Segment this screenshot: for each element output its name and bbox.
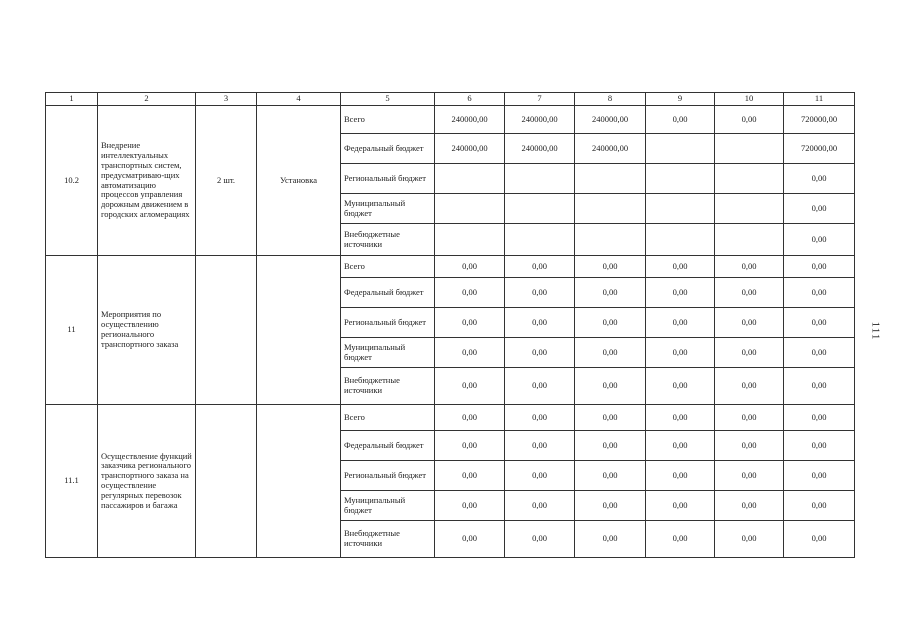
funding-source: Региональный бюджет bbox=[341, 308, 435, 338]
amount-cell: 0,00 bbox=[715, 278, 784, 308]
amount-cell: 0,00 bbox=[435, 461, 505, 491]
amount-cell: 0,00 bbox=[575, 431, 646, 461]
amount-cell: 0,00 bbox=[784, 338, 855, 368]
amount-cell bbox=[715, 194, 784, 224]
amount-cell: 0,00 bbox=[575, 491, 646, 521]
table-row bbox=[46, 256, 855, 278]
amount-cell: 0,00 bbox=[646, 256, 715, 278]
amount-cell: 240000,00 bbox=[505, 106, 575, 134]
column-header-5: 5 bbox=[341, 93, 435, 106]
funding-source: Федеральный бюджет bbox=[341, 134, 435, 164]
item-number: 10.2 bbox=[46, 106, 98, 256]
amount-cell bbox=[646, 224, 715, 256]
amount-cell: 0,00 bbox=[575, 338, 646, 368]
funding-source: Муниципальный бюджет bbox=[341, 194, 435, 224]
item-indicator bbox=[257, 256, 341, 405]
amount-cell: 0,00 bbox=[435, 278, 505, 308]
amount-cell: 0,00 bbox=[435, 308, 505, 338]
item-name: Мероприятия по осуществлению регионального транспортного заказа bbox=[98, 256, 196, 405]
amount-cell bbox=[505, 164, 575, 194]
amount-cell: 0,00 bbox=[715, 521, 784, 558]
amount-cell: 0,00 bbox=[784, 521, 855, 558]
column-header-8: 8 bbox=[575, 93, 646, 106]
funding-source: Региональный бюджет bbox=[341, 461, 435, 491]
amount-cell: 0,00 bbox=[715, 338, 784, 368]
table-row bbox=[46, 106, 855, 134]
amount-cell bbox=[715, 224, 784, 256]
item-name: Внедрение интеллектуальных транспортных систем, предусматриваю-щих автоматизацию процессов управления дорожным движением в городских агломерациях bbox=[98, 106, 196, 256]
amount-cell: 0,00 bbox=[715, 405, 784, 431]
column-header-6: 6 bbox=[435, 93, 505, 106]
amount-cell: 0,00 bbox=[715, 308, 784, 338]
column-header-11: 11 bbox=[784, 93, 855, 106]
amount-cell: 0,00 bbox=[646, 461, 715, 491]
amount-cell: 0,00 bbox=[435, 521, 505, 558]
amount-cell: 0,00 bbox=[575, 256, 646, 278]
amount-cell: 0,00 bbox=[575, 278, 646, 308]
amount-cell: 240000,00 bbox=[435, 134, 505, 164]
item-indicator: Установка bbox=[257, 106, 341, 256]
amount-cell: 0,00 bbox=[715, 431, 784, 461]
item-number: 11 bbox=[46, 256, 98, 405]
funding-source: Муниципальный бюджет bbox=[341, 338, 435, 368]
amount-cell: 0,00 bbox=[505, 405, 575, 431]
amount-cell bbox=[435, 194, 505, 224]
amount-cell: 0,00 bbox=[575, 368, 646, 405]
amount-cell: 0,00 bbox=[575, 521, 646, 558]
item-indicator bbox=[257, 405, 341, 558]
amount-cell: 0,00 bbox=[435, 491, 505, 521]
amount-cell: 0,00 bbox=[646, 308, 715, 338]
funding-source: Региональный бюджет bbox=[341, 164, 435, 194]
amount-cell: 0,00 bbox=[784, 224, 855, 256]
amount-cell: 0,00 bbox=[505, 338, 575, 368]
page-number: 111 bbox=[869, 321, 882, 341]
funding-source: Внебюджетные источники bbox=[341, 224, 435, 256]
amount-cell: 0,00 bbox=[575, 308, 646, 338]
amount-cell: 0,00 bbox=[784, 194, 855, 224]
amount-cell: 0,00 bbox=[784, 308, 855, 338]
amount-cell: 0,00 bbox=[505, 491, 575, 521]
amount-cell: 240000,00 bbox=[435, 106, 505, 134]
amount-cell: 0,00 bbox=[435, 256, 505, 278]
amount-cell: 0,00 bbox=[646, 521, 715, 558]
amount-cell: 0,00 bbox=[784, 431, 855, 461]
amount-cell bbox=[646, 164, 715, 194]
column-header-7: 7 bbox=[505, 93, 575, 106]
amount-cell: 0,00 bbox=[435, 405, 505, 431]
amount-cell: 0,00 bbox=[784, 405, 855, 431]
amount-cell bbox=[646, 194, 715, 224]
budget-table bbox=[45, 92, 855, 558]
table-row bbox=[46, 405, 855, 431]
item-name: Осуществление функций заказчика регионального транспортного заказа на осуществление регулярных перевозок пассажиров и багажа bbox=[98, 405, 196, 558]
amount-cell: 0,00 bbox=[646, 491, 715, 521]
amount-cell: 0,00 bbox=[646, 278, 715, 308]
amount-cell: 0,00 bbox=[505, 368, 575, 405]
amount-cell: 0,00 bbox=[784, 278, 855, 308]
amount-cell bbox=[575, 194, 646, 224]
amount-cell: 0,00 bbox=[784, 461, 855, 491]
amount-cell: 0,00 bbox=[505, 256, 575, 278]
amount-cell: 240000,00 bbox=[575, 106, 646, 134]
amount-cell bbox=[435, 224, 505, 256]
amount-cell bbox=[435, 164, 505, 194]
amount-cell: 0,00 bbox=[505, 461, 575, 491]
column-header-10: 10 bbox=[715, 93, 784, 106]
amount-cell: 0,00 bbox=[715, 368, 784, 405]
amount-cell: 0,00 bbox=[646, 405, 715, 431]
item-number: 11.1 bbox=[46, 405, 98, 558]
amount-cell: 0,00 bbox=[575, 405, 646, 431]
amount-cell: 0,00 bbox=[435, 368, 505, 405]
amount-cell: 0,00 bbox=[505, 431, 575, 461]
funding-source: Внебюджетные источники bbox=[341, 521, 435, 558]
column-header-4: 4 bbox=[257, 93, 341, 106]
amount-cell: 0,00 bbox=[784, 256, 855, 278]
amount-cell: 0,00 bbox=[784, 368, 855, 405]
amount-cell: 0,00 bbox=[646, 431, 715, 461]
amount-cell bbox=[715, 134, 784, 164]
amount-cell: 240000,00 bbox=[505, 134, 575, 164]
column-header-3: 3 bbox=[196, 93, 257, 106]
amount-cell: 0,00 bbox=[715, 491, 784, 521]
amount-cell: 0,00 bbox=[784, 491, 855, 521]
amount-cell: 0,00 bbox=[715, 461, 784, 491]
amount-cell: 0,00 bbox=[784, 164, 855, 194]
amount-cell bbox=[505, 194, 575, 224]
item-unit bbox=[196, 256, 257, 405]
amount-cell: 0,00 bbox=[715, 256, 784, 278]
item-unit: 2 шт. bbox=[196, 106, 257, 256]
funding-source: Федеральный бюджет bbox=[341, 431, 435, 461]
funding-source: Всего bbox=[341, 106, 435, 134]
amount-cell bbox=[646, 134, 715, 164]
amount-cell: 720000,00 bbox=[784, 106, 855, 134]
amount-cell: 0,00 bbox=[505, 308, 575, 338]
amount-cell: 0,00 bbox=[646, 106, 715, 134]
amount-cell bbox=[575, 224, 646, 256]
amount-cell: 0,00 bbox=[435, 431, 505, 461]
funding-source: Федеральный бюджет bbox=[341, 278, 435, 308]
funding-source: Внебюджетные источники bbox=[341, 368, 435, 405]
column-header-2: 2 bbox=[98, 93, 196, 106]
amount-cell: 0,00 bbox=[646, 368, 715, 405]
amount-cell: 0,00 bbox=[505, 521, 575, 558]
column-header-row bbox=[46, 93, 855, 106]
amount-cell: 0,00 bbox=[715, 106, 784, 134]
amount-cell: 0,00 bbox=[435, 338, 505, 368]
amount-cell bbox=[575, 164, 646, 194]
amount-cell bbox=[715, 164, 784, 194]
item-unit bbox=[196, 405, 257, 558]
funding-source: Всего bbox=[341, 256, 435, 278]
amount-cell: 240000,00 bbox=[575, 134, 646, 164]
amount-cell bbox=[505, 224, 575, 256]
amount-cell: 720000,00 bbox=[784, 134, 855, 164]
column-header-1: 1 bbox=[46, 93, 98, 106]
amount-cell: 0,00 bbox=[575, 461, 646, 491]
funding-source: Муниципальный бюджет bbox=[341, 491, 435, 521]
funding-source: Всего bbox=[341, 405, 435, 431]
amount-cell: 0,00 bbox=[505, 278, 575, 308]
amount-cell: 0,00 bbox=[646, 338, 715, 368]
column-header-9: 9 bbox=[646, 93, 715, 106]
